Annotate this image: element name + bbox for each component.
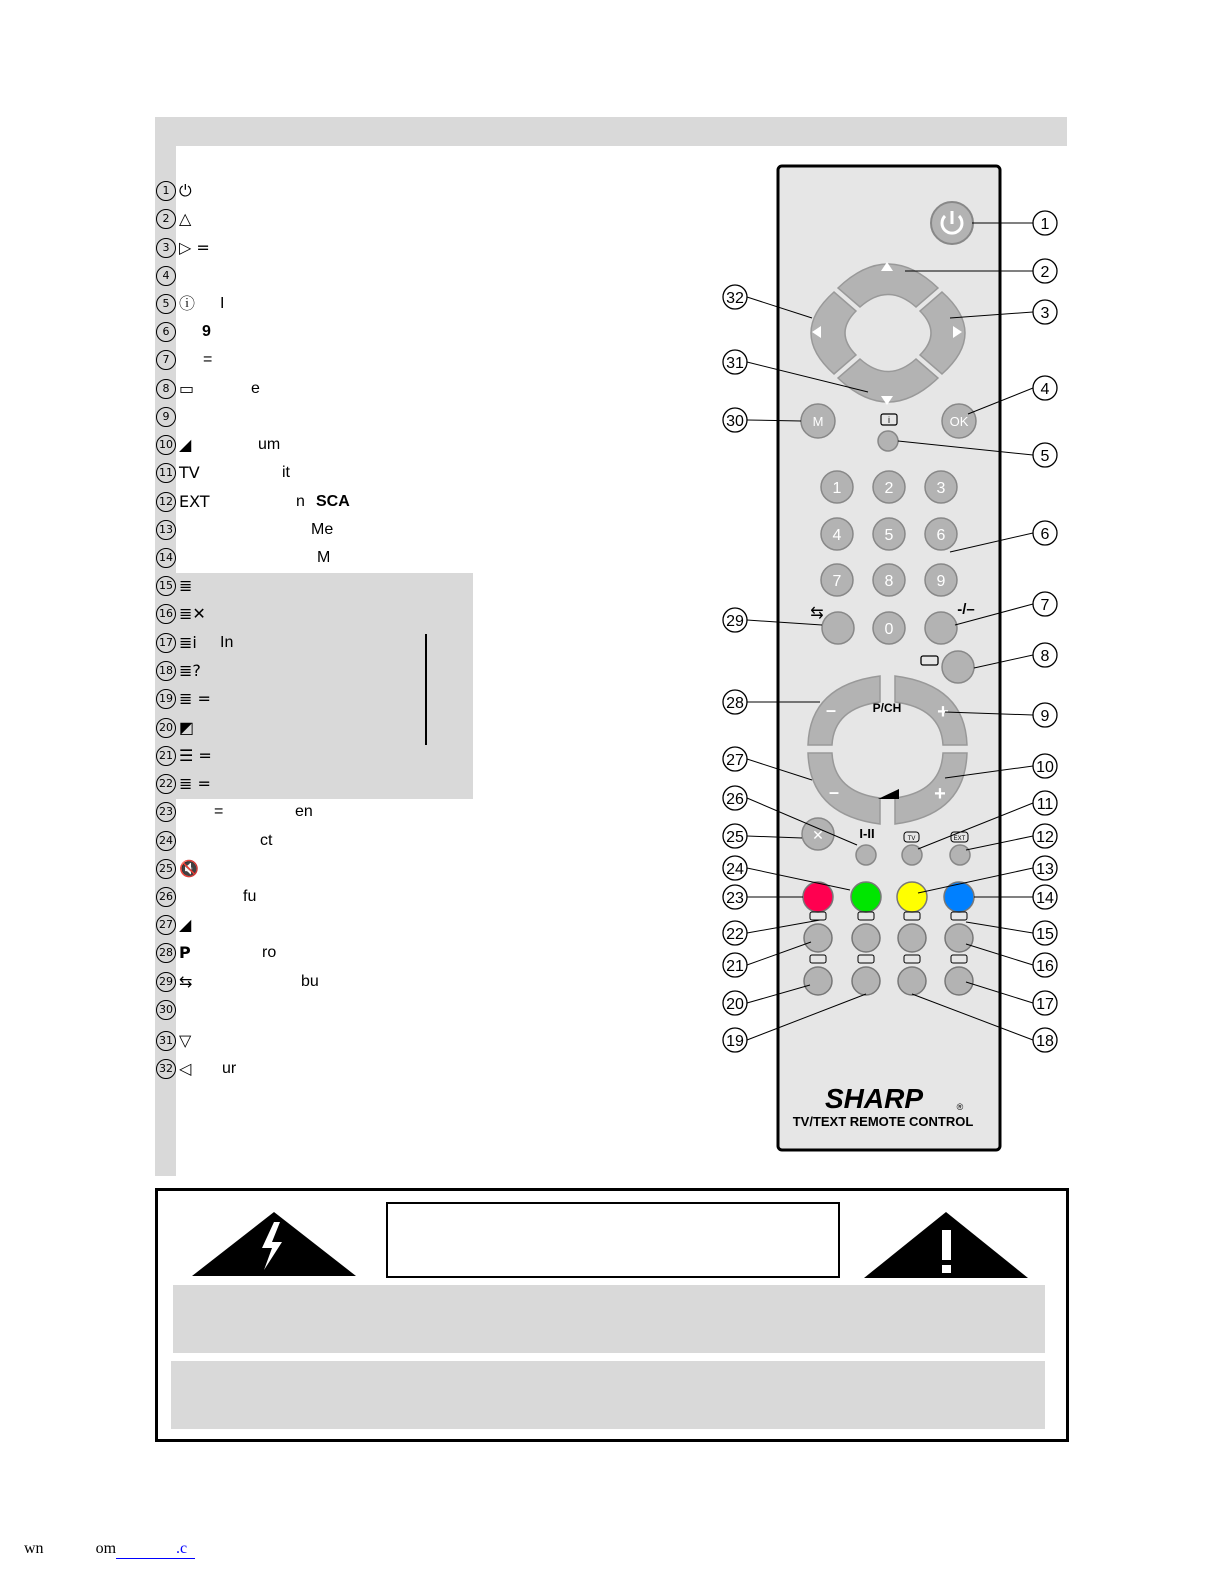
- menu-label: M: [812, 414, 824, 429]
- legend-text: bu: [301, 973, 319, 990]
- legend-row-22: [155, 772, 475, 796]
- legend-symbol: ◢: [179, 435, 192, 454]
- legend-row-18: [155, 659, 475, 683]
- legend-row-26: [155, 885, 475, 909]
- pch-minus-label: –: [825, 700, 837, 720]
- legend-row-16: [155, 602, 475, 626]
- legend-text: In: [220, 634, 234, 651]
- legend-number: 19: [156, 689, 176, 709]
- callout-number: 9: [1040, 708, 1050, 725]
- legend-text: fu: [243, 888, 257, 905]
- digit-label: 7: [832, 573, 842, 590]
- callout-number: 6: [1040, 526, 1050, 543]
- digit-label: 0: [884, 621, 894, 638]
- callout-number: 14: [1036, 890, 1054, 907]
- legend-symbol: ⏻: [179, 181, 192, 200]
- teletext-button-2[interactable]: [852, 924, 880, 952]
- green-button[interactable]: [851, 882, 881, 912]
- legend-number: 25: [156, 859, 176, 879]
- callout-number: 30: [726, 413, 744, 430]
- callout-number: 19: [726, 1033, 744, 1050]
- legend-row-25: [155, 857, 475, 881]
- tv-label: TV: [907, 836, 916, 842]
- legend-row-19: [155, 687, 475, 711]
- callout-number: 4: [1040, 381, 1050, 398]
- digit-label: 1: [832, 480, 842, 497]
- callout-number: 25: [726, 829, 744, 846]
- legend-text: en: [295, 803, 313, 820]
- legend-symbol: ≣ =: [179, 774, 211, 793]
- legend-symbol: ≣: [179, 576, 193, 595]
- warning-text-band-1: [173, 1285, 1045, 1353]
- format-button: [942, 651, 974, 683]
- legend-number: 8: [156, 379, 176, 399]
- sound-label: I-II: [859, 826, 875, 841]
- digit-label: 4: [832, 527, 842, 544]
- legend-row-15: [155, 574, 475, 598]
- legend-text: e: [251, 380, 260, 397]
- legend-text: I: [220, 295, 225, 312]
- legend-symbol: P: [179, 943, 191, 962]
- legend-row-13: [155, 518, 475, 542]
- callout-number: 22: [726, 926, 744, 943]
- legend-number: 7: [156, 350, 176, 370]
- legend-row-17: [155, 631, 475, 655]
- legend-number: 17: [156, 633, 176, 653]
- legend-number: 12: [156, 492, 176, 512]
- callout-number: 18: [1036, 1033, 1054, 1050]
- legend-number: 9: [156, 407, 176, 427]
- legend-number: 1: [156, 181, 176, 201]
- legend-number: 16: [156, 604, 176, 624]
- info-icon-label: i: [888, 415, 890, 425]
- legend-row-24: [155, 829, 475, 853]
- legend-symbol: ≣i: [179, 633, 197, 652]
- legend-row-12: [155, 490, 475, 514]
- swap-button: [822, 612, 854, 644]
- footer-text-left: wn: [24, 1540, 44, 1557]
- legend-symbol: ▷ =: [179, 238, 210, 257]
- legend-symbol: ☰ =: [179, 746, 212, 765]
- red-button[interactable]: [803, 882, 833, 912]
- pch-label: P/CH: [872, 701, 902, 715]
- legend-symbol: ⓘ: [179, 294, 196, 313]
- teletext-button-4[interactable]: [945, 924, 973, 952]
- legend-number: 18: [156, 661, 176, 681]
- legend-row-31: [155, 1029, 475, 1053]
- legend-symbol: EXT: [179, 492, 210, 511]
- legend-row-3: [155, 236, 475, 260]
- callout-number: 10: [1036, 759, 1054, 776]
- legend-symbol: TV: [179, 463, 200, 482]
- callout-number: 31: [726, 355, 744, 372]
- legend-text: ro: [262, 944, 277, 961]
- legend-row-21: [155, 744, 475, 768]
- ext-button: [950, 845, 970, 865]
- legend-number: 4: [156, 266, 176, 286]
- callout-number: 7: [1040, 597, 1050, 614]
- warning-text-band-2: [171, 1361, 1045, 1429]
- digit-label: 5: [884, 527, 894, 544]
- tv-button: [902, 845, 922, 865]
- remote-control-diagram: [700, 150, 1080, 1160]
- registered-mark: ®: [956, 1102, 964, 1112]
- pch-plus-label: +: [937, 701, 949, 723]
- legend-row-11: [155, 461, 475, 485]
- brand-logo: SHARP: [824, 1083, 924, 1114]
- legend-row-8: [155, 377, 475, 401]
- digit-label: 3: [936, 480, 946, 497]
- callout-number: 12: [1036, 829, 1054, 846]
- legend-text: 9: [202, 323, 211, 340]
- legend-number: 2: [156, 209, 176, 229]
- legend-text: n: [296, 493, 305, 510]
- footer-text-mid: om: [95, 1540, 117, 1557]
- legend-row-29: [155, 970, 475, 994]
- callout-number: 29: [726, 613, 744, 630]
- callout-number: 23: [726, 890, 744, 907]
- callout-number: 17: [1036, 996, 1054, 1013]
- legend-number: 30: [156, 1000, 176, 1020]
- swap-icon: ⇆: [810, 605, 824, 622]
- teletext-button-6[interactable]: [852, 967, 880, 995]
- legend-symbol: ⇆: [179, 972, 193, 991]
- dash-button: [925, 612, 957, 644]
- callout-number: 1: [1040, 216, 1050, 233]
- yellow-button[interactable]: [897, 882, 927, 912]
- legend-text: SCA: [316, 493, 350, 510]
- legend-number: 21: [156, 746, 176, 766]
- legend-row-23: [155, 800, 475, 824]
- callout-number: 2: [1040, 264, 1050, 281]
- legend-row-5: [155, 292, 475, 316]
- legend-number: 26: [156, 887, 176, 907]
- legend-number: 22: [156, 774, 176, 794]
- legend-text: =: [203, 351, 213, 368]
- legend-text: it: [282, 464, 290, 481]
- legend-text: Me: [311, 521, 334, 538]
- teletext-button-1[interactable]: [804, 924, 832, 952]
- legend-symbol: ◁: [179, 1059, 192, 1078]
- digit-label: 8: [884, 573, 894, 590]
- teletext-button-8[interactable]: [945, 967, 973, 995]
- callout-number: 3: [1040, 305, 1050, 322]
- ok-label: OK: [949, 414, 969, 429]
- legend-text: M: [317, 549, 331, 566]
- legend-text: ur: [222, 1060, 237, 1077]
- legend-number: 31: [156, 1031, 176, 1051]
- legend-symbol: ≣?: [179, 661, 201, 680]
- legend-number: 14: [156, 548, 176, 568]
- legend-row-2: [155, 207, 475, 231]
- callout-number: 5: [1040, 448, 1050, 465]
- legend-number: 27: [156, 915, 176, 935]
- legend-symbol: 🔇: [179, 859, 199, 878]
- legend-symbol: ▭: [179, 379, 195, 398]
- header-band: [155, 117, 1067, 146]
- legend-row-9: [155, 405, 475, 429]
- callout-number: 15: [1036, 926, 1054, 943]
- legend-number: 5: [156, 294, 176, 314]
- exclamation-warning-icon: [862, 1212, 1030, 1280]
- dash-label: -/–: [957, 601, 975, 618]
- legend-row-7: [155, 348, 475, 372]
- legend-symbol: ◢: [179, 915, 192, 934]
- teletext-button-7[interactable]: [898, 967, 926, 995]
- legend-row-30: [155, 998, 475, 1022]
- legend-symbol: ◩: [179, 718, 195, 737]
- legend-text: =: [214, 803, 224, 820]
- legend-row-32: [155, 1057, 475, 1081]
- legend-row-10: [155, 433, 475, 457]
- sound-button: [856, 845, 876, 865]
- teletext-button-3[interactable]: [898, 924, 926, 952]
- info-button: [878, 431, 898, 451]
- legend-row-4: [155, 264, 475, 288]
- mute-icon: ✕: [812, 827, 824, 843]
- legend-row-6: [155, 320, 475, 344]
- legend-number: 23: [156, 802, 176, 822]
- remote-subtitle: TV/TEXT REMOTE CONTROL: [792, 1114, 974, 1129]
- footer-link[interactable]: .c: [116, 1540, 195, 1559]
- legend-text: um: [258, 436, 281, 453]
- callout-number: 13: [1036, 861, 1054, 878]
- callout-number: 27: [726, 752, 744, 769]
- callout-number: 32: [726, 290, 744, 307]
- digit-label: 6: [936, 527, 946, 544]
- caution-text-box: [386, 1202, 840, 1278]
- legend-number: 6: [156, 322, 176, 342]
- legend-symbol: ≣ =: [179, 689, 211, 708]
- legend-symbol: ▽: [179, 1031, 192, 1050]
- page-footer: [24, 1540, 195, 1559]
- legend-number: 13: [156, 520, 176, 540]
- callout-number: 21: [726, 958, 744, 975]
- legend-number: 20: [156, 718, 176, 738]
- legend-number: 11: [156, 463, 176, 483]
- digit-label: 9: [936, 573, 946, 590]
- legend-row-27: [155, 913, 475, 937]
- callout-number: 28: [726, 695, 744, 712]
- vol-plus-label: +: [934, 783, 946, 805]
- vol-minus-label: –: [828, 782, 840, 802]
- legend-symbol: △: [179, 209, 192, 228]
- legend-number: 24: [156, 831, 176, 851]
- legend-number: 29: [156, 972, 176, 992]
- lightning-warning-icon: [190, 1212, 358, 1278]
- legend-number: 32: [156, 1059, 176, 1079]
- callout-number: 24: [726, 861, 744, 878]
- digit-label: 2: [884, 480, 894, 497]
- callout-number: 26: [726, 791, 744, 808]
- legend-row-20: [155, 716, 475, 740]
- legend-number: 28: [156, 943, 176, 963]
- callout-number: 20: [726, 996, 744, 1013]
- callout-number: 8: [1040, 648, 1050, 665]
- callout-number: 16: [1036, 958, 1054, 975]
- legend-number: 15: [156, 576, 176, 596]
- legend-row-28: [155, 941, 475, 965]
- legend-row-1: [155, 179, 475, 203]
- teletext-button-5[interactable]: [804, 967, 832, 995]
- ext-label: EXT: [953, 836, 966, 842]
- legend-number: 3: [156, 238, 176, 258]
- legend-symbol: ≣✕: [179, 604, 206, 623]
- callout-number: 11: [1036, 796, 1054, 813]
- legend-row-14: [155, 546, 475, 570]
- legend-number: 10: [156, 435, 176, 455]
- legend-text: ct: [260, 832, 273, 849]
